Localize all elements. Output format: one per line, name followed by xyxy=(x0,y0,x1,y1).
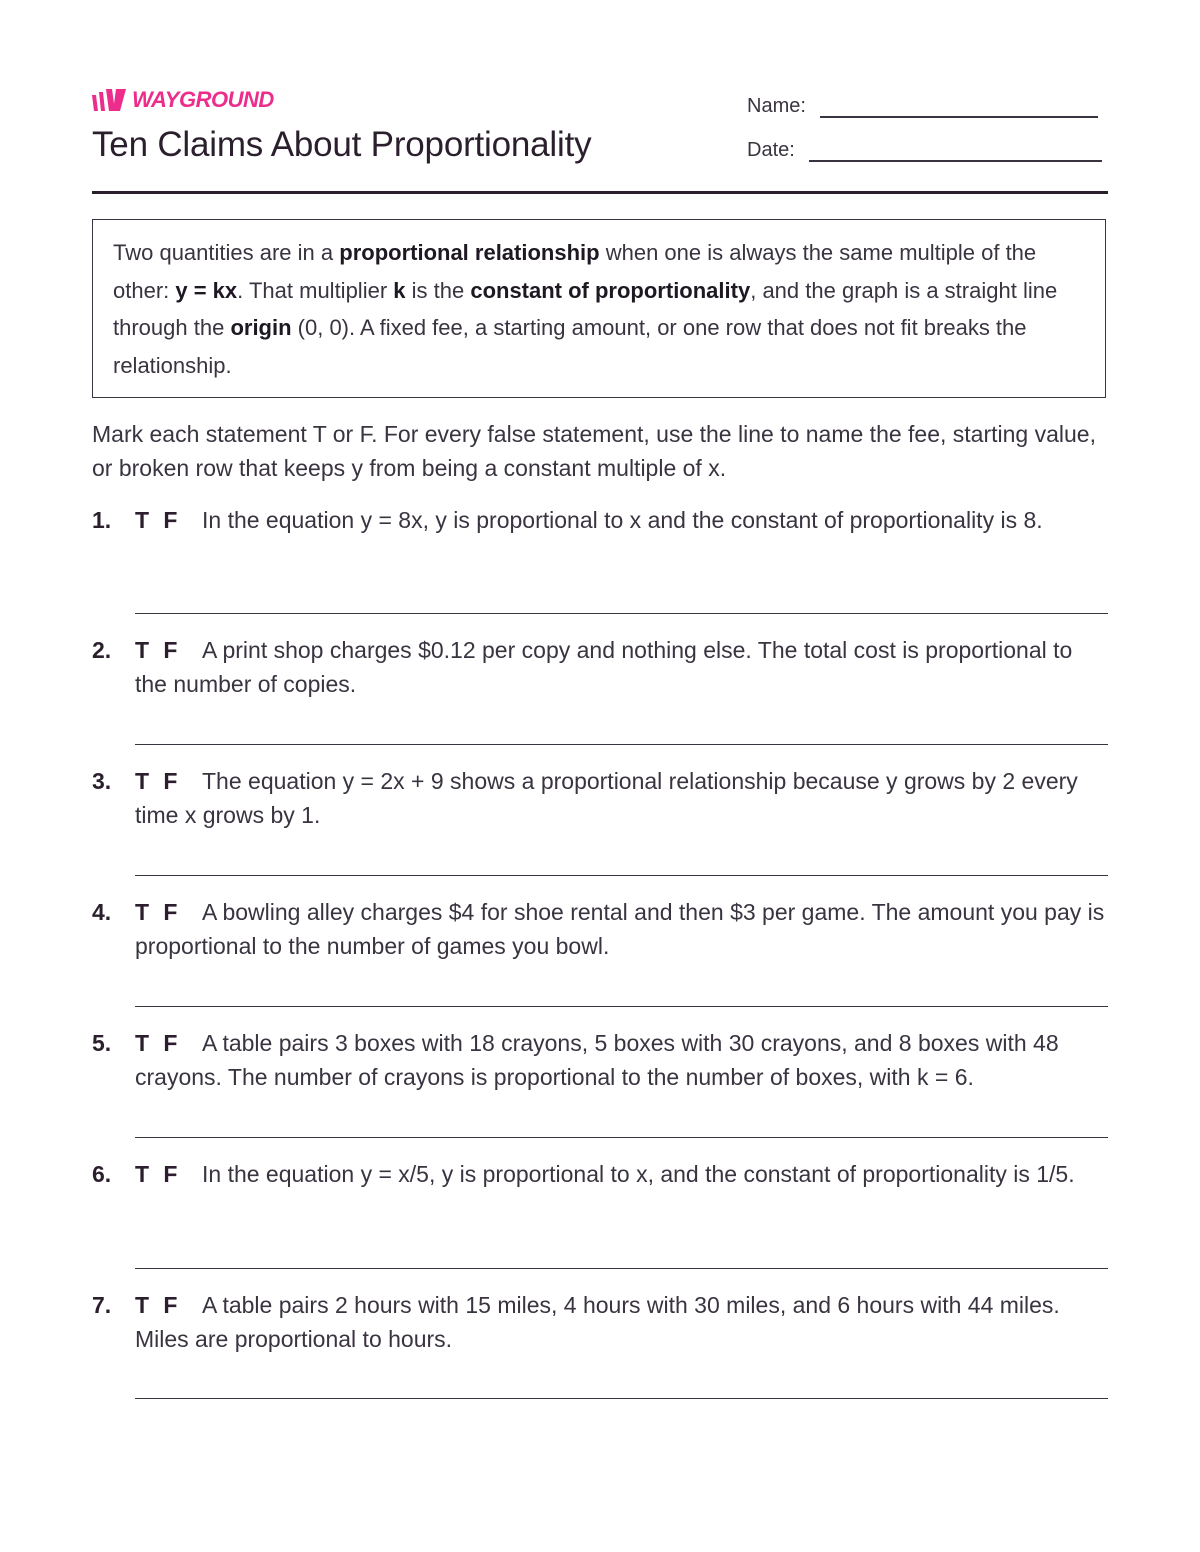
intro-text: is the xyxy=(405,277,471,303)
answer-line[interactable] xyxy=(135,1398,1108,1399)
question-text: A table pairs 3 boxes with 18 crayons, 5 boxes with 30 crayons, and 8 boxes with 48 crayons. The number of crayons is proportional to the number of boxes, with k = 6. xyxy=(135,1030,1059,1090)
intro-term: constant of proportionality xyxy=(470,277,751,303)
question-5 xyxy=(92,1026,1108,1094)
name-input-line[interactable] xyxy=(820,90,1098,118)
brand-name: WAYGROUND xyxy=(132,87,274,112)
name-field xyxy=(747,90,1098,118)
question-number: 5. xyxy=(92,1030,112,1056)
answer-line[interactable] xyxy=(135,613,1108,614)
brand-logo xyxy=(92,88,274,112)
question-text: The equation y = 2x + 9 shows a proportional relationship because y grows by 2 every time x grows by 1. xyxy=(135,768,1078,828)
question-number: 3. xyxy=(92,768,112,794)
answer-line[interactable] xyxy=(135,1268,1108,1269)
answer-line[interactable] xyxy=(135,744,1108,745)
intro-term: k xyxy=(393,277,406,303)
page-title: Ten Claims About Proportionality xyxy=(92,125,592,164)
true-false-choice[interactable]: T F xyxy=(135,637,178,663)
intro-term: origin xyxy=(230,315,292,340)
question-7 xyxy=(92,1288,1108,1356)
header-divider xyxy=(92,191,1108,194)
true-false-choice[interactable]: T F xyxy=(135,899,178,925)
true-false-choice[interactable]: T F xyxy=(135,1292,178,1318)
worksheet-page xyxy=(92,0,1108,1552)
question-number: 4. xyxy=(92,899,112,925)
question-text: In the equation y = x/5, y is proportional to x, and the constant of proportionality is 1/5. xyxy=(202,1161,1075,1187)
wayground-logo-mark-icon xyxy=(92,89,126,111)
definition-box xyxy=(92,219,1106,398)
true-false-choice[interactable]: T F xyxy=(135,507,178,533)
question-text: In the equation y = 8x, y is proportional to x and the constant of proportionality is 8. xyxy=(202,507,1043,533)
question-number: 7. xyxy=(92,1292,112,1318)
question-number: 2. xyxy=(92,637,112,663)
question-1 xyxy=(92,503,1108,537)
question-4 xyxy=(92,895,1108,963)
intro-text: (0, 0). A fixed fee, a starting amount, or one row that does not fit breaks the relationship. xyxy=(113,315,1027,378)
intro-text: Two quantities are in a xyxy=(113,240,340,265)
name-label: Name: xyxy=(747,95,806,117)
question-2 xyxy=(92,633,1108,701)
question-number: 1. xyxy=(92,507,112,533)
answer-line[interactable] xyxy=(135,1137,1108,1138)
question-number: 6. xyxy=(92,1161,112,1187)
date-input-line[interactable] xyxy=(809,134,1102,162)
question-6 xyxy=(92,1157,1108,1191)
intro-text: when one is always the same multiple of the other: xyxy=(113,240,1037,303)
intro-term: proportional relationship xyxy=(339,240,600,265)
intro-text: . That multiplier xyxy=(237,277,394,303)
true-false-choice[interactable]: T F xyxy=(135,1161,178,1187)
true-false-choice[interactable]: T F xyxy=(135,768,178,794)
true-false-choice[interactable]: T F xyxy=(135,1030,178,1056)
answer-line[interactable] xyxy=(135,1006,1108,1007)
instructions: Mark each statement T or F. For every false statement, use the line to name the fee, starting value, or broken row that keeps y from being a constant multiple of x. xyxy=(92,421,1096,481)
intro-text: , and the graph is a straight line through the xyxy=(113,277,1058,340)
question-3 xyxy=(92,764,1108,832)
date-label: Date: xyxy=(747,139,795,161)
answer-line[interactable] xyxy=(135,875,1108,876)
question-text: A table pairs 2 hours with 15 miles, 4 hours with 30 miles, and 6 hours with 44 miles. Miles are proportional to hours. xyxy=(135,1292,1060,1352)
intro-term: y = kx xyxy=(175,277,238,303)
question-text: A print shop charges $0.12 per copy and nothing else. The total cost is proportional to the number of copies. xyxy=(135,637,1073,697)
date-field xyxy=(747,134,1102,162)
question-text: A bowling alley charges $4 for shoe rental and then $3 per game. The amount you pay is proportional to the number of games you bowl. xyxy=(135,899,1105,959)
